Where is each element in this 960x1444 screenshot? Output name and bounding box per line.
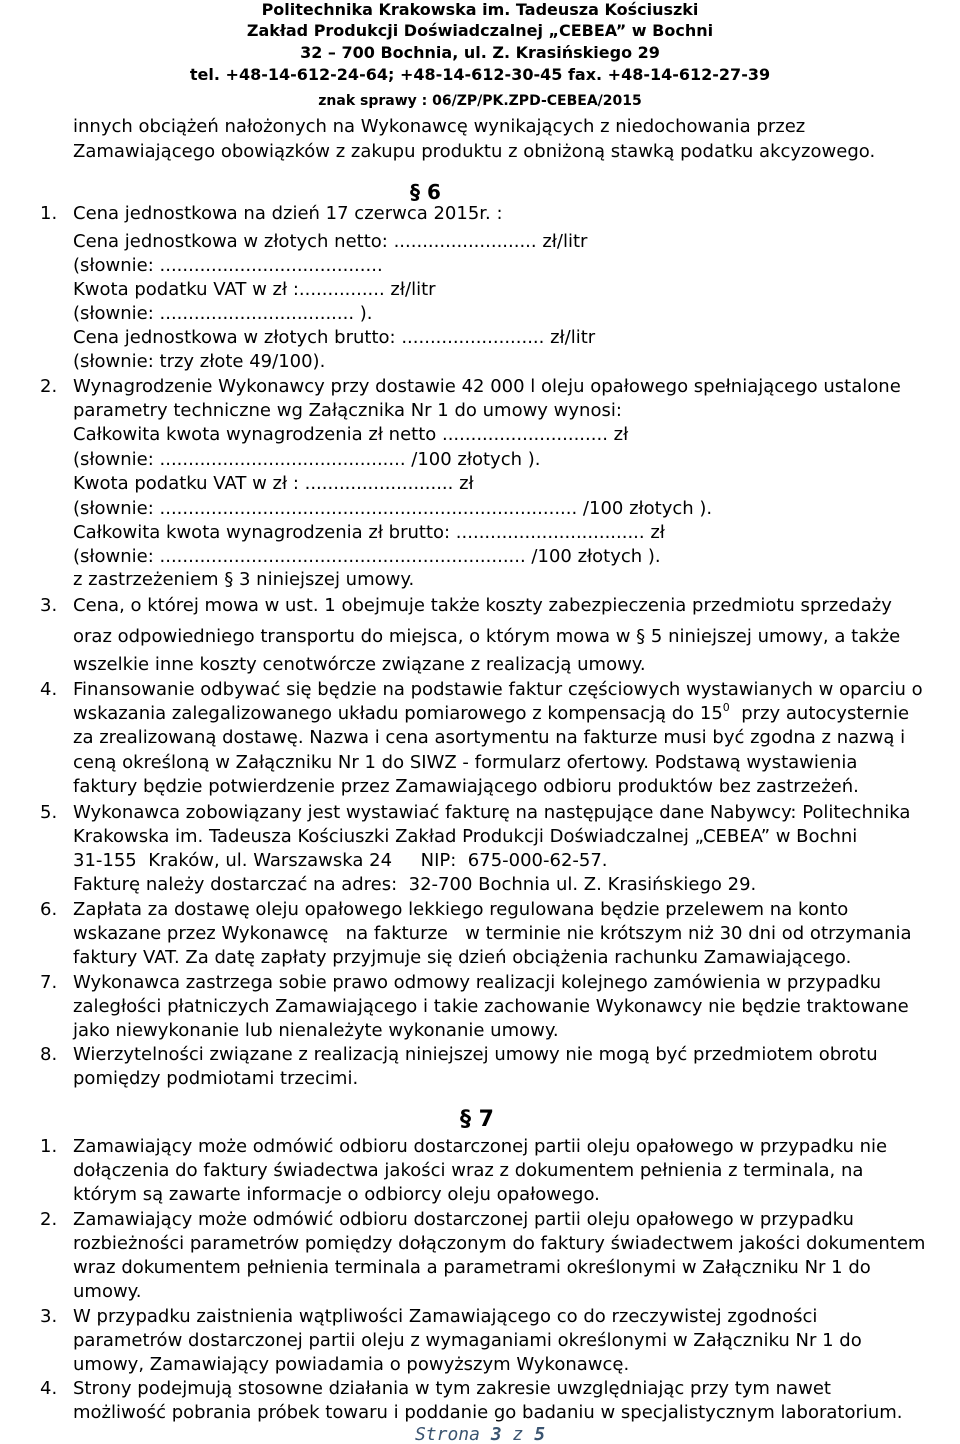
- section6-item-1-line-5: (słownie: .................................. ).: [73, 303, 373, 324]
- section6-item-4-line-3: za zrealizowaną dostawę. Nazwa i cena asortymentu na fakturze musi być zgodna z nazwą i: [73, 727, 906, 748]
- section6-item-4-line-1: Finansowanie odbywać się będzie na podstawie faktur częściowych wystawianych w oparciu o: [73, 679, 923, 700]
- section6-item-1-line-2: Cena jednostkowa w złotych netto: ......................... zł/litr: [73, 231, 588, 252]
- section6-item-2-line-5: Kwota podatku VAT w zł : .......................... zł: [73, 473, 474, 494]
- section6-item-4-line-5: faktury będzie potwierdzenie przez Zamawiającego odbioru produktów bez zastrzeżeń.: [73, 776, 859, 797]
- section6-item-1-line-6: Cena jednostkowa w złotych brutto: ......................... zł/litr: [73, 327, 596, 348]
- section6-item-6-number: 6.: [40, 899, 58, 920]
- section6-item-2-line-6: (słownie: ......................................................................... /100 złotych ).: [73, 498, 713, 519]
- case-number: znak sprawy : 06/ZP/PK.ZPD-CEBEA/2015: [318, 93, 642, 109]
- section6-item-5-line-1: Wykonawca zobowiązany jest wystawiać fakturę na następujące dane Nabywcy: Politechnika: [73, 802, 911, 823]
- section6-item-5-number: 5.: [40, 802, 58, 823]
- section6-item-4-number: 4.: [40, 679, 58, 700]
- section6-item-2-line-7: Całkowita kwota wynagrodzenia zł brutto: ................................. zł: [73, 522, 665, 543]
- section-6-heading: § 6: [410, 180, 441, 204]
- page-separator: z: [512, 1424, 524, 1444]
- section6-item-4-line-4: ceną określoną w Załączniku Nr 1 do SIWZ - formularz ofertowy. Podstawą wystawienia: [73, 752, 858, 773]
- letterhead-university: Politechnika Krakowska im. Tadeusza Kościuszki: [261, 0, 699, 19]
- section6-item-1-line-7: (słownie: trzy złote 49/100).: [73, 351, 326, 372]
- section7-item-3-line-2: parametrów dostarczonej partii oleju z wymaganiami określonymi w Załączniku Nr 1 do: [73, 1330, 862, 1351]
- section6-item-6-line-2: wskazane przez Wykonawcę na fakturze w terminie nie krótszym niż 30 dni od otrzymania: [73, 923, 912, 944]
- section6-item-7-line-3: jako niewykonanie lub nienależyte wykonanie umowy.: [73, 1020, 559, 1041]
- degree-superscript: 0: [722, 701, 730, 714]
- section7-item-2-line-4: umowy.: [73, 1281, 142, 1302]
- section6-item-7-number: 7.: [40, 972, 58, 993]
- section7-item-3-number: 3.: [40, 1306, 58, 1327]
- section6-item-5-line-4: Fakturę należy dostarczać na adres: 32-700 Bochnia ul. Z. Krasińskiego 29.: [73, 874, 757, 895]
- section7-item-1-line-1: Zamawiający może odmówić odbioru dostarczonej partii oleju opałowego w przypadku nie: [73, 1136, 888, 1157]
- section6-item-1-line-4: Kwota podatku VAT w zł :............... zł/litr: [73, 279, 436, 300]
- section7-item-1-number: 1.: [40, 1136, 58, 1157]
- section6-item-2-line-2: parametry techniczne wg Załącznika Nr 1 do umowy wynosi:: [73, 400, 622, 421]
- section6-item-3-line-2: oraz odpowiedniego transportu do miejsca, o którym mowa w § 5 niniejszej umowy, a także: [73, 626, 901, 647]
- section6-item-2-number: 2.: [40, 376, 58, 397]
- section6-item-5-line-3: 31-155 Kraków, ul. Warszawska 24 NIP: 675-000-62-57.: [73, 850, 608, 871]
- section6-item-8-number: 8.: [40, 1044, 58, 1065]
- section6-item-8-line-2: pomiędzy podmiotami trzecimi.: [73, 1068, 359, 1089]
- page-total: 5: [534, 1424, 546, 1444]
- section6-item-2-line-3: Całkowita kwota wynagrodzenia zł netto ............................. zł: [73, 424, 629, 445]
- section6-item-1-line-1: Cena jednostkowa na dzień 17 czerwca 2015r. :: [73, 203, 503, 224]
- intro-line-1: innych obciążeń nałożonych na Wykonawcę wynikających z niedochowania przez: [73, 116, 806, 137]
- section6-item-2-line-8: (słownie: ................................................................ /100 złotych ).: [73, 546, 661, 567]
- page-footer: [0, 1426, 960, 1444]
- section6-item-5-line-2: Krakowska im. Tadeusza Kościuszki Zakład Produkcji Doświadczalnej „CEBEA” w Bochni: [73, 826, 858, 847]
- section6-item-7-line-1: Wykonawca zastrzega sobie prawo odmowy realizacji kolejnego zamówienia w przypadku: [73, 972, 881, 993]
- section6-item-1-line-3: (słownie: .......................................: [73, 255, 383, 276]
- letterhead-department: Zakład Produkcji Doświadczalnej „CEBEA” w Bochni: [246, 21, 714, 40]
- section6-item-8-line-1: Wierzytelności związane z realizacją niniejszej umowy nie mogą być przedmiotem obrotu: [73, 1044, 878, 1065]
- section6-item-7-line-2: zaległości płatniczych Zamawiającego i takie zachowanie Wykonawcy nie będzie traktowane: [73, 996, 909, 1017]
- page-number: 3: [490, 1424, 502, 1444]
- section7-item-3-line-3: umowy, Zamawiający powiadamia o powyższym Wykonawcę.: [73, 1354, 630, 1375]
- section6-item-2-line-9: z zastrzeżeniem § 3 niniejszej umowy.: [73, 569, 415, 590]
- section7-item-2-line-3: wraz dokumentem pełnienia terminala a parametrami określonymi w Załączniku Nr 1 do: [73, 1257, 871, 1278]
- letterhead-phone-fax: tel. +48-14-612-24-64; +48-14-612-30-45 fax. +48-14-612-27-39: [189, 65, 771, 84]
- section6-item-4-line-2-tail: przy autocysternie: [729, 703, 910, 724]
- page-label: Strona: [414, 1424, 480, 1444]
- section6-item-6-line-3: faktury VAT. Za datę zapłaty przyjmuje się dzień obciążenia rachunku Zamawiającego.: [73, 947, 852, 968]
- section7-item-4-line-1: Strony podejmują stosowne działania w tym zakresie uwzględniając przy tym nawet: [73, 1378, 831, 1399]
- section6-item-3-number: 3.: [40, 595, 58, 616]
- section7-item-1-line-2: dołączenia do faktury świadectwa jakości wraz z dokumentem pełnienia z terminala, na: [73, 1160, 864, 1181]
- section7-item-2-number: 2.: [40, 1209, 58, 1230]
- section6-item-6-line-1: Zapłata za dostawę oleju opałowego lekkiego regulowana będzie przelewem na konto: [73, 899, 849, 920]
- section-7-heading: § 7: [460, 1107, 494, 1132]
- section7-item-1-line-3: którym są zawarte informacje o odbiorcy oleju opałowego.: [73, 1184, 600, 1205]
- section6-item-1-number: 1.: [40, 203, 58, 224]
- section6-item-4-line-2: [73, 702, 909, 728]
- section7-item-2-line-2: rozbieżności parametrów pomiędzy dołączonym do faktury świadectwem jakości dokumentem: [73, 1233, 926, 1254]
- letterhead-address: 32 – 700 Bochnia, ul. Z. Krasińskiego 29: [300, 43, 660, 62]
- section7-item-4-number: 4.: [40, 1378, 58, 1399]
- section6-item-3-line-3: wszelkie inne koszty cenotwórcze związane z realizacją umowy.: [73, 654, 646, 675]
- section7-item-2-line-1: Zamawiający może odmówić odbioru dostarczonej partii oleju opałowego w przypadku: [73, 1209, 854, 1230]
- section6-item-2-line-1: Wynagrodzenie Wykonawcy przy dostawie 42 000 l oleju opałowego spełniającego ustalone: [73, 376, 901, 397]
- intro-line-2: Zamawiającego obowiązków z zakupu produktu z obniżoną stawką podatku akcyzowego.: [73, 141, 876, 162]
- section6-item-3-line-1: Cena, o której mowa w ust. 1 obejmuje także koszty zabezpieczenia przedmiotu sprzedaży: [73, 595, 892, 616]
- section6-item-4-line-2-text: wskazania zalegalizowanego układu pomiarowego z kompensacją do 15: [73, 703, 723, 724]
- section7-item-4-line-2: możliwość pobrania próbek towaru i poddanie go badaniu w specjalistycznym laboratorium.: [73, 1402, 903, 1423]
- section7-item-3-line-1: W przypadku zaistnienia wątpliwości Zamawiającego co do rzeczywistej zgodności: [73, 1306, 818, 1327]
- section6-item-2-line-4: (słownie: ........................................... /100 złotych ).: [73, 449, 541, 470]
